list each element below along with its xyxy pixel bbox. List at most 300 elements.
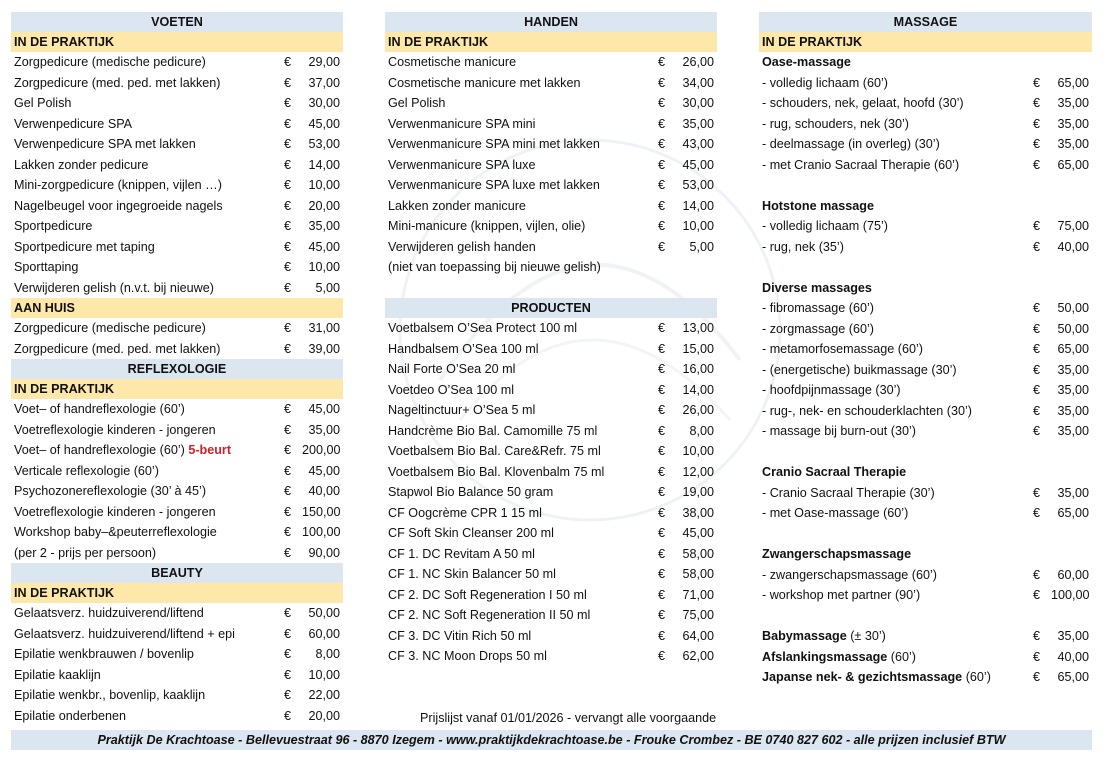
item-name: - (energetische) buikmassage (30’) — [762, 362, 957, 377]
item-price: 58,00 — [682, 567, 714, 581]
item-name: - met Cranio Sacraal Therapie (60’) — [762, 157, 960, 172]
price-row — [385, 52, 717, 73]
price-row — [759, 114, 1092, 135]
item-price: 35,00 — [1057, 137, 1089, 151]
item-name: Afslankingsmassage — [762, 649, 888, 664]
item-price: 43,00 — [682, 137, 714, 151]
item-price: 10,00 — [308, 667, 340, 682]
currency-symbol: € — [284, 688, 292, 702]
item-name: Handbalsem O’Sea 100 ml — [388, 341, 539, 356]
column-left — [11, 12, 343, 726]
item-name: Gel Polish — [388, 96, 446, 110]
item-price: 50,00 — [308, 606, 340, 620]
currency-symbol: € — [284, 484, 292, 498]
item-name: Verwenpedicure SPA — [14, 116, 133, 131]
currency-symbol: € — [284, 525, 292, 539]
item-price: 90,00 — [308, 545, 340, 560]
subheader-handen-praktijk: IN DE PRAKTIJK — [385, 32, 717, 52]
item-name: Nail Forte O’Sea 20 ml — [388, 362, 516, 376]
currency-symbol: € — [1033, 670, 1041, 684]
currency-symbol: € — [284, 626, 292, 641]
item-name: Epilatie kaaklijn — [14, 667, 101, 682]
column-right — [759, 12, 1092, 688]
item-name: Sportpedicure met taping — [14, 239, 155, 254]
list-zwangerschapsmassage — [759, 565, 1092, 606]
item-name: Gelaatsverz. huidzuiverend/liftend — [14, 606, 204, 620]
currency-symbol: € — [1033, 403, 1041, 418]
price-row — [11, 216, 343, 237]
item-name: - schouders, nek, gelaat, hoofd (30’) — [762, 96, 964, 110]
item-name: Verwijderen gelish (n.v.t. bij nieuwe) — [14, 280, 214, 295]
price-row — [385, 646, 717, 667]
price-row — [11, 339, 343, 360]
item-name: Sporttaping — [14, 260, 79, 274]
item-name: Verwenpedicure SPA met lakken — [14, 137, 196, 151]
item-duration: (± 30’) — [846, 629, 886, 643]
item-price: 35,00 — [1057, 403, 1089, 418]
item-price: 35,00 — [1057, 485, 1089, 500]
item-name: Verwijderen gelish handen — [388, 239, 536, 254]
item-name: Voetbalsem Bio Bal. Care&Refr. 75 ml — [388, 444, 601, 458]
item-name: Voet– of handreflexologie (60’) 5-beurt — [14, 443, 232, 457]
section-header-voeten: VOETEN — [11, 12, 343, 32]
item-name: Sportpedicure — [14, 219, 93, 233]
currency-symbol: € — [284, 178, 292, 192]
column-middle — [385, 12, 717, 667]
currency-symbol: € — [658, 444, 666, 458]
currency-symbol: € — [284, 96, 292, 110]
currency-symbol: € — [1033, 116, 1041, 131]
item-name: CF 3. NC Moon Drops 50 ml — [388, 649, 547, 663]
item-name: (per 2 - prijs per persoon) — [14, 545, 157, 560]
price-row — [11, 461, 343, 482]
item-price: 45,00 — [308, 239, 340, 254]
price-row — [385, 237, 717, 258]
item-name: - Cranio Sacraal Therapie (30’) — [762, 485, 935, 500]
currency-symbol: € — [284, 606, 292, 620]
item-price: 5,00 — [689, 239, 714, 254]
price-row — [385, 196, 717, 217]
list-voeten-aan-huis — [11, 318, 343, 359]
list-oase-massage — [759, 73, 1092, 176]
currency-symbol: € — [1033, 485, 1041, 500]
item-price: 35,00 — [308, 422, 340, 437]
section-header-massage: MASSAGE — [759, 12, 1092, 32]
currency-symbol: € — [1033, 301, 1041, 315]
item-duration: (60’) — [962, 670, 991, 684]
item-name: CF 1. DC Revitam A 50 ml — [388, 546, 535, 561]
price-row — [11, 196, 343, 217]
price-row — [385, 155, 717, 176]
currency-symbol: € — [284, 647, 292, 661]
item-price: 37,00 — [308, 75, 340, 90]
list-diverse-massages — [759, 298, 1092, 442]
currency-symbol: € — [658, 628, 666, 643]
price-row — [759, 134, 1092, 155]
item-price: 58,00 — [682, 546, 714, 561]
item-name: Zorgpedicure (med. ped. met lakken) — [14, 75, 221, 90]
subheader-massage-praktijk: IN DE PRAKTIJK — [759, 32, 1092, 52]
price-row — [385, 134, 717, 155]
price-row — [759, 401, 1092, 422]
currency-symbol: € — [658, 608, 666, 622]
currency-symbol: € — [284, 219, 292, 233]
subheader-beauty-praktijk: IN DE PRAKTIJK — [11, 583, 343, 603]
item-name: Verwenmanicure SPA luxe met lakken — [388, 178, 600, 192]
currency-symbol: € — [658, 178, 666, 192]
item-name: Epilatie wenkbrauwen / bovenlip — [14, 647, 194, 661]
item-price: 35,00 — [308, 219, 340, 233]
item-name: Verwenmanicure SPA luxe — [388, 157, 536, 172]
item-price: 65,00 — [1057, 506, 1089, 520]
list-producten — [385, 318, 717, 667]
price-row — [11, 73, 343, 94]
footer-contact-bar: Praktijk De Krachtoase - Bellevuestraat 96 - 8870 Izegem - www.praktijkdekrachtoase.be - Frouke Crombez - BE 0740 827 602 - alle prijzen inclusief BTW — [11, 730, 1092, 750]
group-title-zwangerschap: Zwangerschapsmassage — [762, 547, 912, 561]
item-name: Zorgpedicure (medische pedicure) — [14, 321, 206, 335]
item-name: Lakken zonder manicure — [388, 198, 526, 213]
price-row — [11, 522, 343, 543]
price-row-japanse-massage — [759, 667, 1092, 688]
price-row — [11, 134, 343, 155]
currency-symbol: € — [658, 485, 666, 499]
group-title-diverse: Diverse massages — [762, 280, 872, 295]
currency-symbol: € — [1033, 506, 1041, 520]
price-row — [759, 298, 1092, 319]
currency-symbol: € — [658, 382, 666, 397]
currency-symbol: € — [658, 137, 666, 151]
item-price: 20,00 — [308, 198, 340, 213]
item-price: 65,00 — [1057, 75, 1089, 90]
item-price: 35,00 — [682, 116, 714, 131]
price-row — [11, 399, 343, 420]
item-name: - workshop met partner (90’) — [762, 588, 921, 602]
item-price: 35,00 — [1057, 629, 1089, 643]
item-duration: (60’) — [887, 649, 916, 664]
item-price: 45,00 — [308, 116, 340, 131]
price-row — [385, 359, 717, 380]
item-name: Nageltinctuur+ O’Sea 5 ml — [388, 403, 536, 417]
item-name: CF Oogcrème CPR 1 15 ml — [388, 505, 542, 520]
price-row — [385, 421, 717, 442]
item-price: 75,00 — [1057, 219, 1089, 233]
currency-symbol: € — [658, 157, 666, 172]
price-row — [385, 318, 717, 339]
item-price: 12,00 — [682, 464, 714, 479]
item-price: 60,00 — [308, 626, 340, 641]
item-name: CF Soft Skin Cleanser 200 ml — [388, 526, 554, 540]
list-handen — [385, 52, 717, 257]
price-row — [759, 216, 1092, 237]
item-name: Cosmetische manicure met lakken — [388, 75, 581, 90]
item-price: 45,00 — [682, 157, 714, 172]
section-header-handen: HANDEN — [385, 12, 717, 32]
item-name: Zorgpedicure (medische pedicure) — [14, 55, 206, 69]
currency-symbol: € — [284, 341, 292, 356]
item-name: CF 2. DC Soft Regeneration I 50 ml — [388, 587, 587, 602]
item-price: 30,00 — [308, 96, 340, 110]
currency-symbol: € — [658, 198, 666, 213]
currency-symbol: € — [658, 403, 666, 417]
item-price: 26,00 — [682, 55, 714, 69]
price-row — [11, 93, 343, 114]
currency-symbol: € — [284, 463, 292, 478]
price-row — [11, 318, 343, 339]
item-price: 40,00 — [1057, 239, 1089, 254]
item-name: - volledig lichaam (60’) — [762, 75, 888, 90]
subheader-voeten-aan-huis: AAN HUIS — [11, 298, 343, 318]
item-price: 29,00 — [308, 55, 340, 69]
item-price: 10,00 — [308, 260, 340, 274]
currency-symbol: € — [658, 464, 666, 479]
price-row — [759, 565, 1092, 586]
item-name: Verticale reflexologie (60’) — [14, 463, 159, 478]
item-name: Voetdeo O’Sea 100 ml — [388, 382, 515, 397]
price-row — [759, 339, 1092, 360]
item-price: 38,00 — [682, 505, 714, 520]
price-row — [11, 114, 343, 135]
price-row — [11, 543, 343, 564]
currency-symbol: € — [1033, 362, 1041, 377]
price-row — [385, 462, 717, 483]
item-name: Handcrème Bio Bal. Camomille 75 ml — [388, 423, 598, 438]
item-name: Cosmetische manicure — [388, 55, 517, 69]
item-name: - rug-, nek- en schouderklachten (30’) — [762, 403, 972, 418]
item-name: Mini-manicure (knippen, vijlen, olie) — [388, 219, 586, 233]
price-row — [11, 155, 343, 176]
item-price: 150,00 — [302, 504, 341, 519]
item-name: Verwenmanicure SPA mini — [388, 116, 536, 131]
currency-symbol: € — [658, 567, 666, 581]
item-price: 45,00 — [308, 463, 340, 478]
currency-symbol: € — [1033, 239, 1041, 254]
item-name: - volledig lichaam (75’) — [762, 219, 888, 233]
price-row — [759, 73, 1092, 94]
item-price: 100,00 — [1051, 588, 1090, 602]
price-row — [385, 523, 717, 544]
price-row — [385, 585, 717, 606]
item-price: 53,00 — [682, 178, 714, 192]
price-row — [759, 155, 1092, 176]
price-row — [11, 624, 343, 645]
price-row — [11, 257, 343, 278]
item-name: Epilatie onderbenen — [14, 708, 127, 723]
subheader-voeten-praktijk: IN DE PRAKTIJK — [11, 32, 343, 52]
item-name: Zorgpedicure (med. ped. met lakken) — [14, 341, 221, 356]
item-price: 40,00 — [1057, 649, 1089, 664]
currency-symbol: € — [1033, 137, 1041, 151]
item-price: 39,00 — [308, 341, 340, 356]
currency-symbol: € — [658, 505, 666, 520]
item-price: 10,00 — [308, 178, 340, 192]
item-price: 50,00 — [1057, 321, 1089, 336]
price-row — [385, 73, 717, 94]
price-row — [385, 503, 717, 524]
price-row — [759, 585, 1092, 606]
price-row — [11, 440, 343, 461]
price-row — [759, 483, 1092, 504]
item-price: 35,00 — [1057, 383, 1089, 397]
price-row — [11, 706, 343, 727]
item-price: 40,00 — [308, 484, 340, 498]
item-price: 14,00 — [308, 157, 340, 172]
currency-symbol: € — [658, 219, 666, 233]
item-price: 65,00 — [1057, 342, 1089, 356]
price-row — [11, 502, 343, 523]
currency-symbol: € — [1033, 219, 1041, 233]
item-price: 45,00 — [682, 526, 714, 540]
price-row-babymassage — [759, 626, 1092, 647]
item-price: 31,00 — [308, 321, 340, 335]
item-name: Verwenmanicure SPA mini met lakken — [388, 137, 600, 151]
item-price: 50,00 — [1057, 301, 1089, 315]
item-name: Epilatie wenkbr., bovenlip, kaaklijn — [14, 688, 206, 702]
item-price: 45,00 — [308, 402, 340, 416]
price-row — [385, 626, 717, 647]
item-name: Gel Polish — [14, 96, 72, 110]
currency-symbol: € — [1033, 96, 1041, 110]
currency-symbol: € — [1033, 383, 1041, 397]
currency-symbol: € — [284, 260, 292, 274]
item-price: 8,00 — [689, 423, 714, 438]
currency-symbol: € — [658, 116, 666, 131]
item-name: Workshop baby–&peuterreflexologie — [14, 525, 217, 539]
section-header-beauty: BEAUTY — [11, 563, 343, 583]
price-row — [11, 175, 343, 196]
currency-symbol: € — [658, 96, 666, 110]
price-row — [11, 481, 343, 502]
currency-symbol: € — [284, 239, 292, 254]
group-title-oase: Oase-massage — [762, 55, 851, 69]
price-row — [385, 380, 717, 401]
group-title-cranio: Cranio Sacraal Therapie — [762, 465, 907, 479]
item-price: 5,00 — [315, 280, 340, 295]
item-price: 62,00 — [682, 649, 714, 663]
currency-symbol: € — [658, 423, 666, 438]
currency-symbol: € — [658, 341, 666, 356]
item-price: 53,00 — [308, 137, 340, 151]
price-row — [759, 421, 1092, 442]
currency-symbol: € — [284, 708, 292, 723]
item-price: 14,00 — [682, 198, 714, 213]
item-price: 34,00 — [682, 75, 714, 90]
currency-symbol: € — [284, 116, 292, 131]
item-price: 35,00 — [1057, 116, 1089, 131]
item-name: - rug, schouders, nek (30’) — [762, 116, 909, 131]
list-voeten-praktijk — [11, 52, 343, 298]
item-name: Voetbalsem O’Sea Protect 100 ml — [388, 321, 578, 335]
price-row — [759, 237, 1092, 258]
currency-symbol: € — [658, 239, 666, 254]
price-row — [385, 482, 717, 503]
item-price: 20,00 — [308, 708, 340, 723]
item-name: - metamorfosemassage (60’) — [762, 342, 923, 356]
list-cranio-sacraal — [759, 483, 1092, 524]
currency-symbol: € — [284, 545, 292, 560]
price-row — [11, 420, 343, 441]
item-price: 35,00 — [1057, 96, 1089, 110]
item-name: - met Oase-massage (60’) — [762, 506, 909, 520]
currency-symbol: € — [284, 504, 292, 519]
section-header-reflexologie: REFLEXOLOGIE — [11, 359, 343, 379]
item-name: Babymassage — [762, 629, 847, 643]
item-name: Voetreflexologie kinderen - jongeren — [14, 504, 216, 519]
price-row — [11, 685, 343, 706]
item-price: 75,00 — [682, 608, 714, 622]
item-price: 26,00 — [682, 403, 714, 417]
price-row — [11, 603, 343, 624]
price-row — [385, 564, 717, 585]
price-row — [385, 400, 717, 421]
currency-symbol: € — [1033, 567, 1041, 582]
item-price: 8,00 — [315, 647, 340, 661]
price-row — [11, 52, 343, 73]
price-row — [385, 216, 717, 237]
currency-symbol: € — [284, 55, 292, 69]
price-row — [11, 237, 343, 258]
price-row — [11, 665, 343, 686]
currency-symbol: € — [658, 587, 666, 602]
price-row — [759, 319, 1092, 340]
item-price: 35,00 — [1057, 424, 1089, 438]
price-row-afslankingsmassage — [759, 647, 1092, 668]
currency-symbol: € — [1033, 629, 1041, 643]
item-name: - rug, nek (35’) — [762, 239, 844, 254]
currency-symbol: € — [658, 362, 666, 376]
item-name: Voetbalsem Bio Bal. Klovenbalm 75 ml — [388, 464, 605, 479]
item-tag: 5-beurt — [188, 443, 232, 457]
item-price: 30,00 — [682, 96, 714, 110]
price-row — [385, 544, 717, 565]
item-name: Lakken zonder pedicure — [14, 157, 149, 172]
item-name: Nagelbeugel voor ingegroeide nagels — [14, 198, 223, 213]
item-price: 14,00 — [682, 382, 714, 397]
currency-symbol: € — [658, 649, 666, 663]
item-name: - fibromassage (60’) — [762, 301, 874, 315]
item-name: - hoofdpijnmassage (30’) — [762, 383, 901, 397]
item-name: - zwangerschapsmassage (60’) — [762, 567, 937, 582]
item-name: CF 3. DC Vitin Rich 50 ml — [388, 628, 532, 643]
price-row — [385, 114, 717, 135]
item-price: 71,00 — [682, 587, 714, 602]
currency-symbol: € — [284, 157, 292, 172]
item-price: 15,00 — [682, 341, 714, 356]
item-price: 100,00 — [302, 525, 341, 539]
item-name: Voetreflexologie kinderen - jongeren — [14, 422, 216, 437]
currency-symbol: € — [284, 280, 292, 295]
list-reflexologie — [11, 399, 343, 563]
price-row — [759, 503, 1092, 524]
item-price: 10,00 — [682, 219, 714, 233]
handen-note: (niet van toepassing bij nieuwe gelish) — [388, 260, 601, 274]
item-name: Mini-zorgpedicure (knippen, vijlen …) — [14, 178, 222, 192]
currency-symbol: € — [284, 422, 292, 437]
currency-symbol: € — [284, 443, 292, 457]
price-row — [11, 644, 343, 665]
item-name: - deelmassage (in overleg) (30’) — [762, 137, 940, 151]
price-row — [385, 93, 717, 114]
subheader-reflexologie-praktijk: IN DE PRAKTIJK — [11, 379, 343, 399]
currency-symbol: € — [1033, 157, 1041, 172]
currency-symbol: € — [658, 546, 666, 561]
list-hotstone-massage — [759, 216, 1092, 257]
validity-note: Prijslijst vanaf 01/01/2026 - vervangt alle voorgaande — [420, 711, 717, 725]
currency-symbol: € — [1033, 342, 1041, 356]
currency-symbol: € — [1033, 321, 1041, 336]
group-title-hotstone: Hotstone massage — [762, 198, 874, 213]
item-price: 19,00 — [682, 485, 714, 499]
currency-symbol: € — [284, 75, 292, 90]
